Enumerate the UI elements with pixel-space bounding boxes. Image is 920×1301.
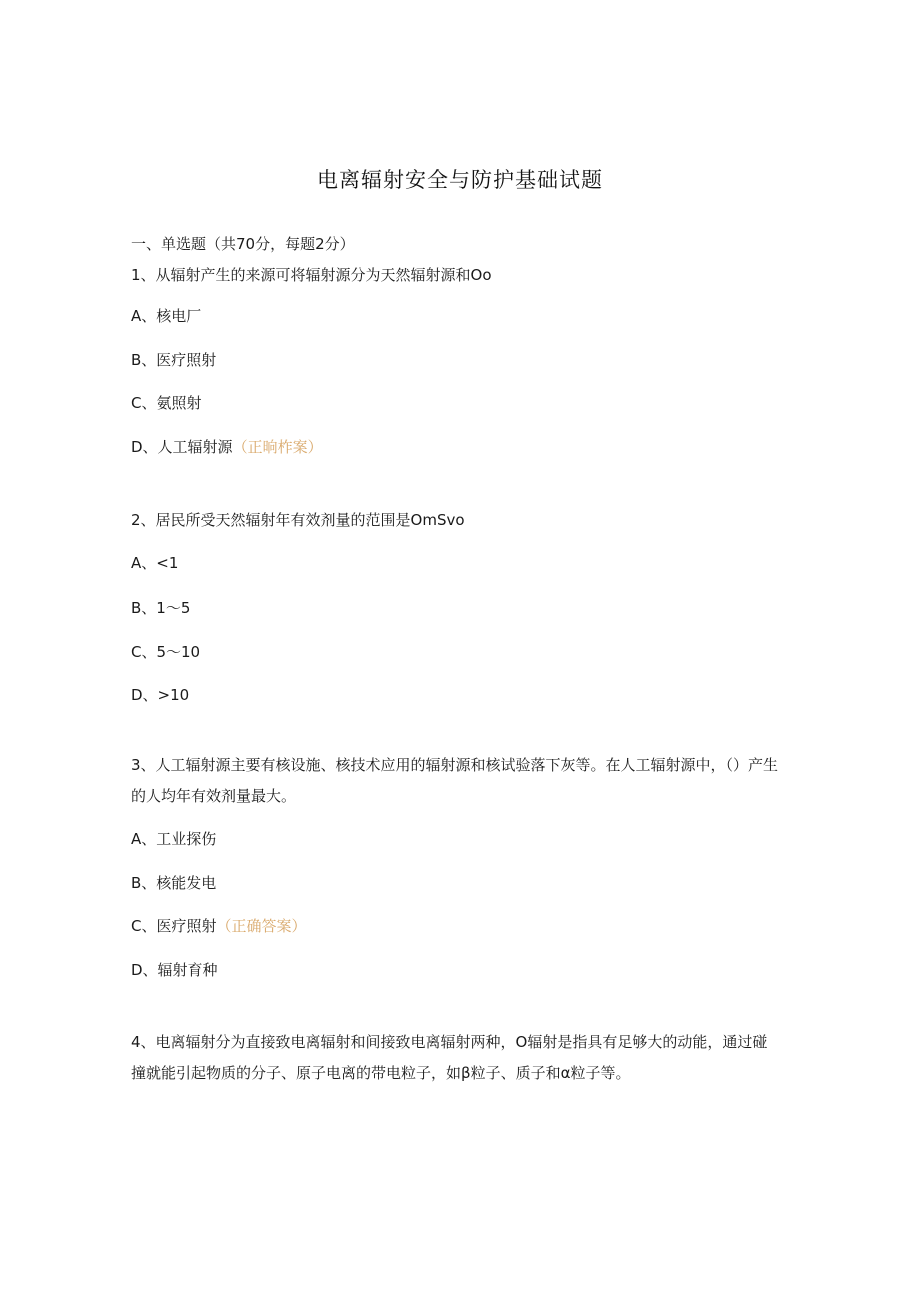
question-2-option-a[interactable] [131,552,178,574]
option-label: D、辐射育种 [131,961,218,979]
question-1-option-d[interactable] [131,436,323,458]
option-label: C、5～10 [131,643,201,661]
option-label: B、1～5 [131,599,191,617]
question-1-option-c[interactable] [131,392,201,414]
option-label: C、氨照射 [131,394,202,412]
option-label: B、核能发电 [131,874,217,892]
question-3-option-d[interactable] [131,959,218,981]
option-label: D、人工辐射源 [131,438,233,456]
question-1-option-a[interactable] [131,305,201,327]
question-1-option-b[interactable] [131,349,216,371]
question-2-option-c[interactable] [131,641,200,663]
question-2-text: 2、居民所受天然辐射年有效剂量的范围是OmSvo [131,511,465,529]
option-label: D、>10 [131,686,190,704]
question-3-option-b[interactable] [131,872,216,894]
correct-answer-mark: （正确答案） [216,917,307,935]
question-2-option-b[interactable] [131,597,190,619]
question-3-option-c[interactable] [131,915,307,937]
question-4-text: 4、电离辐射分为直接致电离辐射和间接致电离辐射两种，O辐射是指具有足够大的动能，通过碰撞就能引起物质的分子、原子电离的带电粒子，如β粒子、质子和α粒子等。 [131,1033,768,1082]
option-label: C、医疗照射 [131,917,217,935]
section-header: 一、单选题（共70分，每题2分） [131,235,355,253]
correct-answer-mark: （正晌柞案） [232,438,323,456]
option-label: A、核电厂 [131,307,202,325]
question-3-option-a[interactable] [131,828,216,850]
question-3-text: 3、人工辐射源主要有核设施、核技术应用的辐射源和核试验落下灰等。在人工辐射源中，（）产生的人均年有效剂量最大。 [131,756,779,805]
question-2-option-d[interactable] [131,684,189,706]
question-1-text: 1、从辐射产生的来源可将辐射源分为天然辐射源和Oo [131,266,492,284]
option-label: A、<1 [131,554,179,572]
option-label: B、医疗照射 [131,351,217,369]
page-title: 电离辐射安全与防护基础试题 [317,168,603,192]
option-label: A、工业探伤 [131,830,217,848]
